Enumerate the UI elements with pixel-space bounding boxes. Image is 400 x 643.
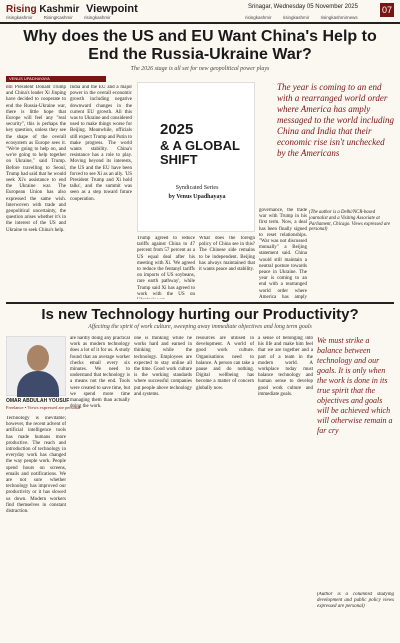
brand-rising: Rising: [6, 4, 37, 15]
graphic-author: by Venus Upadhayaya: [168, 194, 226, 200]
graphic-series: Syndicated Series: [175, 185, 219, 191]
social-link[interactable]: risingkashmir: [245, 15, 272, 20]
article2-deck: Affecting the spirit of work culture, sweeping away immediate objectives and long term goals: [88, 324, 312, 330]
article1-column-4a: What does the foreign policy of China see in this? The Chinese side remains to be independent. Beijing has always maintained that it wants peace and stability.: [199, 236, 255, 273]
social-links-left: [6, 15, 121, 20]
social-link[interactable]: risingkashmir: [84, 15, 111, 20]
page-number: 07: [381, 5, 392, 15]
social-link[interactable]: risingkashmir: [6, 15, 33, 20]
article2-column-3: one is thinking while he works hard and earned in thinking while the technology. Employees are expected to stay online all the time. Good work culture is the working standards where successful companies put people above technology and systems.: [134, 336, 192, 397]
article2-author: OMAR ABDULAH YOUSUF: [6, 398, 70, 404]
series-graphic: [137, 82, 255, 232]
author-body: [17, 371, 59, 397]
article1-byline: VENUS UPADHAYAYA: [6, 76, 106, 82]
article2-author-role: Freelance • Views expressed are personal: [6, 405, 81, 410]
article2-column-5: a sense of belonging into his life and make him feel that we are together and a part of a team in the modern world. A workplace today must balance technology and human sense to develop good work culture and immediate goals.: [258, 336, 313, 397]
graphic-year: 2025: [160, 121, 194, 138]
masthead: [0, 0, 400, 24]
social-links-right: [245, 15, 368, 20]
article2-headline[interactable]: Is new Technology hurting our Productivity?: [41, 306, 359, 323]
article1-column-5: governance, the trade war with Trump in his first term. Now, a deal has been finally signed to reset relationships. "War was not discussed mutually" a Beijing statement said. China would still maintain a neutral posture towards peace in Ukraine. The year is coming to an end with a rearranged world order where America has amply: [259, 208, 307, 299]
author-photo: [6, 336, 66, 396]
article1-headline[interactable]: Why does the US and EU Want China's Help to End the Russia-Ukraine War?: [23, 28, 377, 63]
social-link[interactable]: risingkashmirnews: [320, 15, 358, 20]
article1-author-bio: (The author is a Delhi/NCR-based journalist and a Visiting Associate at Parliament, Chicago. Views expressed are personal): [309, 210, 391, 233]
article2-pull-quote: We must strike a balance between technology and our goals. It is only when the work is done in its true spirit that the objectives and goals will be achieved which will otherwise remain a far cry: [317, 336, 393, 435]
dateline: Srinagar, Wednesday 05 November 2025: [248, 4, 358, 10]
article2-column-2: are hardly doing any practical work as modern technology does a lot of it for us. A study found that an average worker checks email every six minutes. We need to understand that technology is a means not the end. Tools were created to save time, but we spend more time managing them than actually doing the work.: [70, 336, 130, 410]
article1-column-3a: Trump agreed to reduce tariffs against China to 47 percent from 57 percent as a US equal deal after his meeting with Xi. 'We agreed to reduce the fentanyl tariffs on imports of US soybeans, rare earth pathway', while Trump said Xi has agreed to work with the US on: [137, 236, 195, 297]
social-link[interactable]: RisingKashmir: [43, 15, 73, 20]
article1-column-2: India and the EU and a major power in the overall economic growth including negative downward changes in the current EU growth. All this was to Ukraine and considered used to make things worse for Beijing. Meanwhile, officials still expect Trump and Putin to make progress. The world wants stability. China's resistance has a role to play. Moving beyond its interests, the US and the EU have been forced to see Xi as an ally. 'US President Trump and Xi hold talks', and the summit was seen as a step toward future cooperation.: [70, 85, 132, 202]
newspaper-logo[interactable]: [6, 4, 79, 15]
author-head: [27, 345, 49, 371]
article2-author-bio: (Author is a columnist studying development and public policy views expressed are personal): [317, 592, 394, 610]
section-title: Viewpoint: [86, 3, 138, 15]
article1-deck: The 2026 stage is all set for new geopolitical power plays: [130, 66, 270, 72]
article1-pull-quote: The year is coming to an end with a rearranged world order where America has amply messaged to the world including China and India that their economic rise isn't unchecked by the Americans: [277, 82, 394, 158]
article2-column-1: Technology is inevitable; however, the recent advent of artificial intelligence tools has made humans more productive. The reach and introduction of technology in everyday work has changed the way people work. People spend hours on screens, emails and notifications. We are not sure whether technology has improved our productivity or it has slowed us down. Modern workers find themselves in constant distraction.: [6, 416, 66, 515]
brand-kashmir: Kashmir: [39, 4, 80, 15]
article2-column-4: resources are utilised in development. A world of good work culture. Organisations need to balance. A person can take a pause and do nothing. Digital wellbeing has become a matter of concern globally now.: [196, 336, 254, 391]
section-divider: [6, 302, 394, 304]
graphic-title: & A GLOBAL SHIFT: [160, 138, 240, 167]
article1-column-1: ntil President Donald Trump and China's leader Xi Jinping have decided to cooperate to end the Russia-Ukraine war, there is little hope that Europe will feel any "real security", this is perhaps the key question, unless they see the shape of the overall ecosystem as Europe sees it. "We're going to help on, and we're going to help together on Ukraine," said Trump. Before travelling to Seoul, Trump had said that he would seek Xi's assistance to end the Ukraine war. The European Union has also expressed the same wish. Interwoven with trade and geopolitical uncertainty, the question arises whether it's in the interest of the US and Ukraine to seek China's help.: [6, 85, 66, 233]
social-link[interactable]: risingkashmir: [282, 15, 310, 20]
